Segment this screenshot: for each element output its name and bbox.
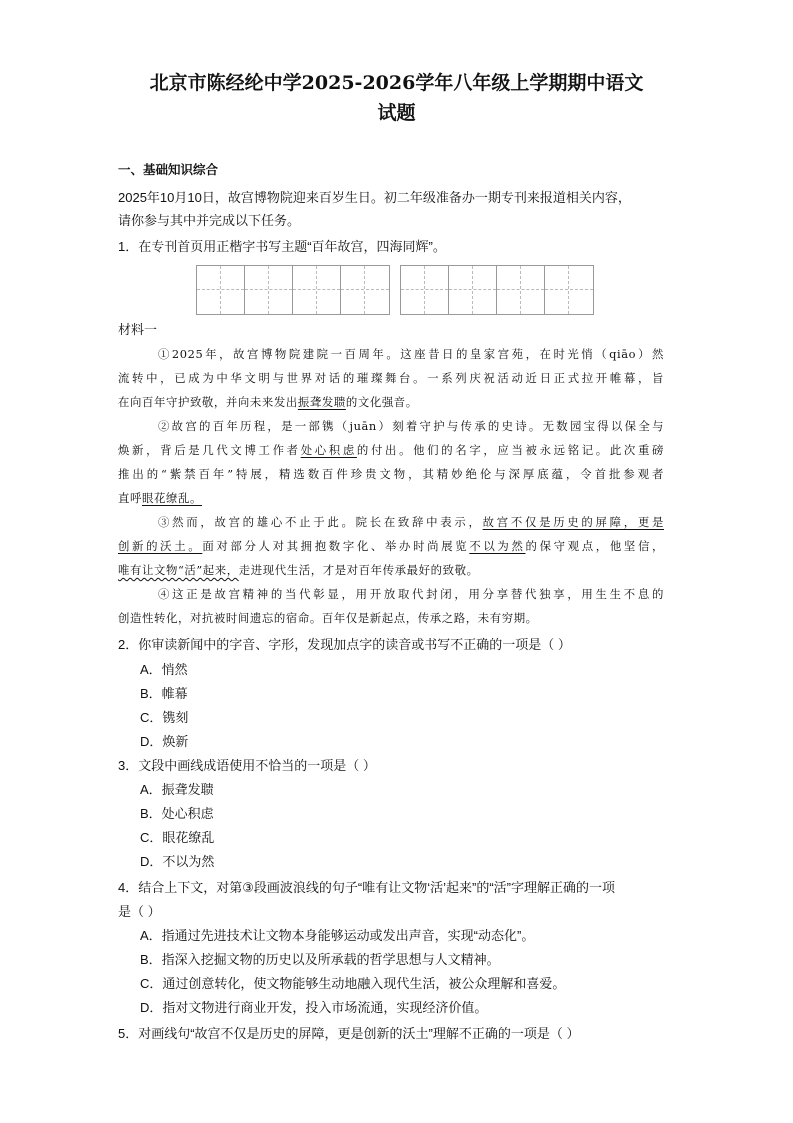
underlined-sentence: 创新的沃土。 — [118, 539, 203, 553]
grid-cell[interactable] — [293, 266, 341, 314]
title-line-1: 北京市陈经纶中学2025-2026学年八年级上学期期中语文 — [149, 72, 644, 94]
question-5-stem: 5．对画线句“故宫不仅是历史的屏障，更是创新的沃土”理解不正确的一项是（ ） — [118, 1026, 580, 1041]
material-p1-line3 — [118, 390, 664, 414]
grid-cell[interactable] — [497, 266, 545, 314]
material-label: 材料一 — [118, 322, 158, 337]
material-p1-line1: ①2025年，故宫博物院建院一百周年。这座昔日的皇家宫苑，在时光悄（qiāo）然 — [158, 347, 664, 361]
q2-option-a[interactable]: A．悄然 — [140, 662, 188, 677]
question-2-stem: 2．你审读新闻中的字音、字形，发现加点字的读音或书写不正确的一项是（ ） — [118, 637, 571, 652]
q2-option-c[interactable]: C．镌刻 — [140, 710, 189, 725]
q3-option-b[interactable]: B．处心积虑 — [140, 806, 214, 821]
q2-option-b[interactable]: B．帷幕 — [140, 686, 188, 701]
material-p3-line3 — [118, 558, 664, 582]
grid-cell[interactable] — [341, 266, 389, 314]
material-p4-line1: ④这正是故宫精神的当代彰显，用开放取代封闭，用分享替代独享，用生生不息的 — [158, 587, 664, 601]
text-span: 焕新，背后是几代文博工作者 — [118, 443, 301, 457]
page-title — [0, 68, 793, 128]
material-p3-line2 — [118, 534, 664, 558]
q3-option-d[interactable]: D．不以为然 — [140, 854, 215, 869]
text-span: 的付出。他们的名字，应当被永远铭记。此次重磅 — [356, 443, 664, 457]
question-3-stem: 3．文段中画线成语使用不恰当的一项是（ ） — [118, 758, 376, 773]
text-span: 面对部分人对其拥抱数字化、举办时尚展览 — [202, 539, 470, 553]
q3-option-a[interactable]: A．振聋发聩 — [140, 782, 214, 797]
writing-grid-right[interactable] — [400, 265, 594, 315]
material-p3-line1 — [118, 510, 664, 534]
intro-line-2: 请你参与其中并完成以下任务。 — [118, 213, 301, 228]
grid-cell[interactable] — [245, 266, 293, 314]
intro-line-1: 2025年10月10日，故宫博物院迎来百岁生日。初二年级准备办一期专刊来报道相关内容， — [118, 190, 631, 205]
question-4-stem-line2: 是（ ） — [118, 904, 161, 919]
material-p2-line4 — [118, 486, 664, 510]
grid-cell[interactable] — [401, 266, 449, 314]
text-span: ③然而，故宫的雄心不止于此。院长在致辞中表示， — [158, 515, 483, 529]
material-p2-line3: 推出的“紫禁百年”特展，精选数百件珍贵文物，其精妙绝伦与深厚底蕴，令首批参观者 — [118, 467, 664, 481]
q4-option-c[interactable]: C．通过创意转化，使文物能够生动地融入现代生活，被公众理解和喜爱。 — [140, 976, 566, 991]
underlined-sentence: 故宫不仅是历史的屏障，更是 — [482, 515, 664, 529]
grid-cell[interactable] — [197, 266, 245, 314]
underlined-idiom: 处心积虑 — [300, 443, 357, 457]
q4-option-a[interactable]: A．指通过先进技术让文物本身能够运动或发出声音，实现“动态化”。 — [140, 928, 535, 943]
grid-cell[interactable] — [545, 266, 593, 314]
underlined-idiom: 眼花缭乱。 — [141, 491, 202, 505]
q2-option-d[interactable]: D．焕新 — [140, 734, 189, 749]
material-p2-line2 — [118, 438, 664, 462]
underlined-idiom: 振聋发聩 — [297, 395, 346, 409]
question-4-stem-line1: 4．结合上下文，对第③段画波浪线的句子“唯有让文物‘活’起来”的“活”字理解正确的一项 — [118, 880, 615, 895]
text-span: 走进现代生活，才是对百年传承最好的致敬。 — [238, 563, 479, 577]
grid-cell[interactable] — [449, 266, 497, 314]
material-p1-line2: 流转中，已成为中华文明与世界对话的璀璨舞台。一系列庆祝活动近日正式拉开帷幕，旨 — [118, 371, 664, 385]
text-span: 在向百年守护致敬，并向未来发出 — [118, 395, 298, 409]
text-span: 直呼 — [118, 491, 142, 505]
material-p4-line2: 创造性转化，对抗被时间遗忘的宿命。百年仅是新起点，传承之路，未有穷期。 — [118, 611, 538, 625]
text-span: 的保守观点，他坚信， — [525, 539, 664, 553]
title-line-2: 试题 — [377, 102, 416, 124]
wavy-underlined-sentence: 唯有让文物“活”起来， — [118, 563, 239, 577]
q3-option-c[interactable]: C．眼花缭乱 — [140, 830, 215, 845]
text-span: 的文化强音。 — [345, 395, 418, 409]
writing-grid-left[interactable] — [196, 265, 390, 315]
question-1: 1．在专刊首页用正楷字书写主题“百年故宫，四海同辉”。 — [118, 239, 446, 254]
section-heading: 一、基础知识综合 — [118, 163, 219, 177]
q4-option-b[interactable]: B．指深入挖掘文物的历史以及所承载的哲学思想与人文精神。 — [140, 952, 500, 967]
q4-option-d[interactable]: D．指对文物进行商业开发，投入市场流通，实现经济价值。 — [140, 1000, 488, 1015]
material-p2-line1: ②故宫的百年历程，是一部镌（juān）刻着守护与传承的史诗。无数园宝得以保全与 — [158, 419, 664, 433]
underlined-idiom: 不以为然 — [469, 539, 526, 553]
